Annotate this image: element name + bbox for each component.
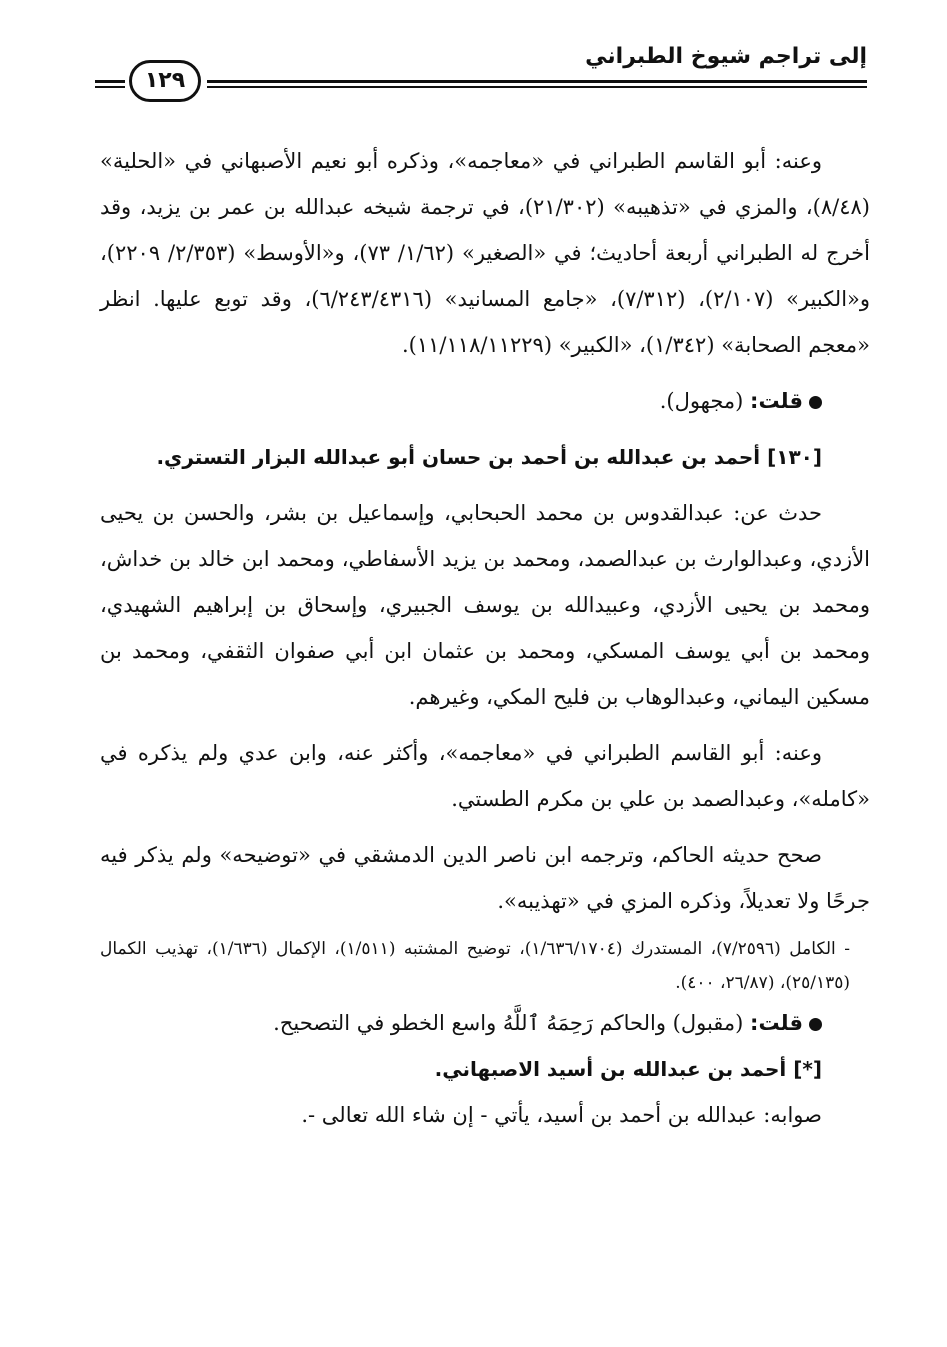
verdict-label: قلت: [750,389,803,413]
bullet-icon [809,1018,822,1031]
paragraph-narrators-from: وعنه: أبو القاسم الطبراني في «معاجمه»، وذكره أبو نعيم الأصبهاني في «الحلية» (٨/٤٨)، والمزي في «تذهيبه» (٢١/٣٠٢)، في ترجمة شيخه عبدالله بن عمر بن يزيد، وقد أخرج له الطبراني أربعة أحاديث؛ في «الصغير» (١/٦٢/ ٧٣)، و«الأوسط» (٢/٣٥٣/ ٢٢٠٩)، و«الكبير» (٢/١٠٧)، (٧/٣١٢)، «جامع المسانيد» (٦/٢٤٣/٤٣١٦)، وقد توبع عليها. انظر «معجم الصحابة» (١/٣٤٢)، «الكبير» (١١/١١٨/١١٢٢٩). [100,149,871,357]
verdict-text: (مقبول) والحاكم رَحِمَهُ ٱللَّهُ واسع الخطو في التصحيح. [273,1011,744,1035]
bullet-icon [809,396,822,409]
verdict-line [100,378,870,424]
paragraph-correction: صوابه: عبدالله بن أحمد بن أسيد، يأتي - إن شاء الله تعالى -. [301,1103,822,1127]
verdict-label: قلت: [750,1011,803,1035]
header-rule-thin [207,86,867,88]
page-number-badge: ١٢٩ [129,60,201,102]
entry-heading-star: [*] أحمد بن عبدالله بن أسيد الاصبهاني. [434,1057,822,1081]
header-rule-left-thick [95,80,125,83]
verdict-text: (مجهول). [659,389,744,413]
page-body [100,138,870,1138]
paragraph-narrated-from: حدث عن: عبدالقدوس بن محمد الحبحابي، وإسماعيل بن بشر، والحسن بن يحيى الأزدي، وعبدالوارث بن عبدالصمد، ومحمد بن يزيد الأسفاطي، ومحمد ابن خالد بن خداش، ومحمد بن يحيى الأزدي، وعبيدالله بن يوسف الجبيري، وإسحاق بن إبراهيم الشهيدي، ومحمد بن أبي يوسف المسكي، ومحمد بن عثمان ابن أبي صفوان الثقفي، ومحمد بن مسكين اليماني، وعبدالوهاب بن فليح المكي، وغيرهم. [100,501,870,709]
verdict-line-2 [100,1000,870,1046]
header-rule-left-thin [95,86,125,88]
running-title: إلى تراجم شيوخ الطبراني [585,44,867,69]
references-note: - الكامل (٧/٢٥٩٦)، المستدرك (١/٦٣٦/١٧٠٤)، توضيح المشتبه (١/٥١١)، الإكمال (١/٦٣٦)، تهذيب الكمال (٢٥/١٣٥)، (٢٦/٨٧، ٤٠٠). [100,939,850,993]
page-header [95,40,867,110]
paragraph-narrators-from-2: وعنه: أبو القاسم الطبراني في «معاجمه»، وأكثر عنه، وابن عدي ولم يذكره في «كامله»، وعبدالصمد بن علي بن مكرم الطستي. [100,741,870,811]
paragraph-authentication: صحح حديثه الحاكم، وترجمه ابن ناصر الدين الدمشقي في «توضيحه» ولم يذكر فيه جرحًا ولا تعديلاً، وذكره المزي في «تهذيبه». [100,843,870,913]
entry-heading-130: [١٣٠] أحمد بن عبدالله بن أحمد بن حسان أبو عبدالله البزار التستري. [156,445,822,469]
header-rule-thick [207,80,867,83]
